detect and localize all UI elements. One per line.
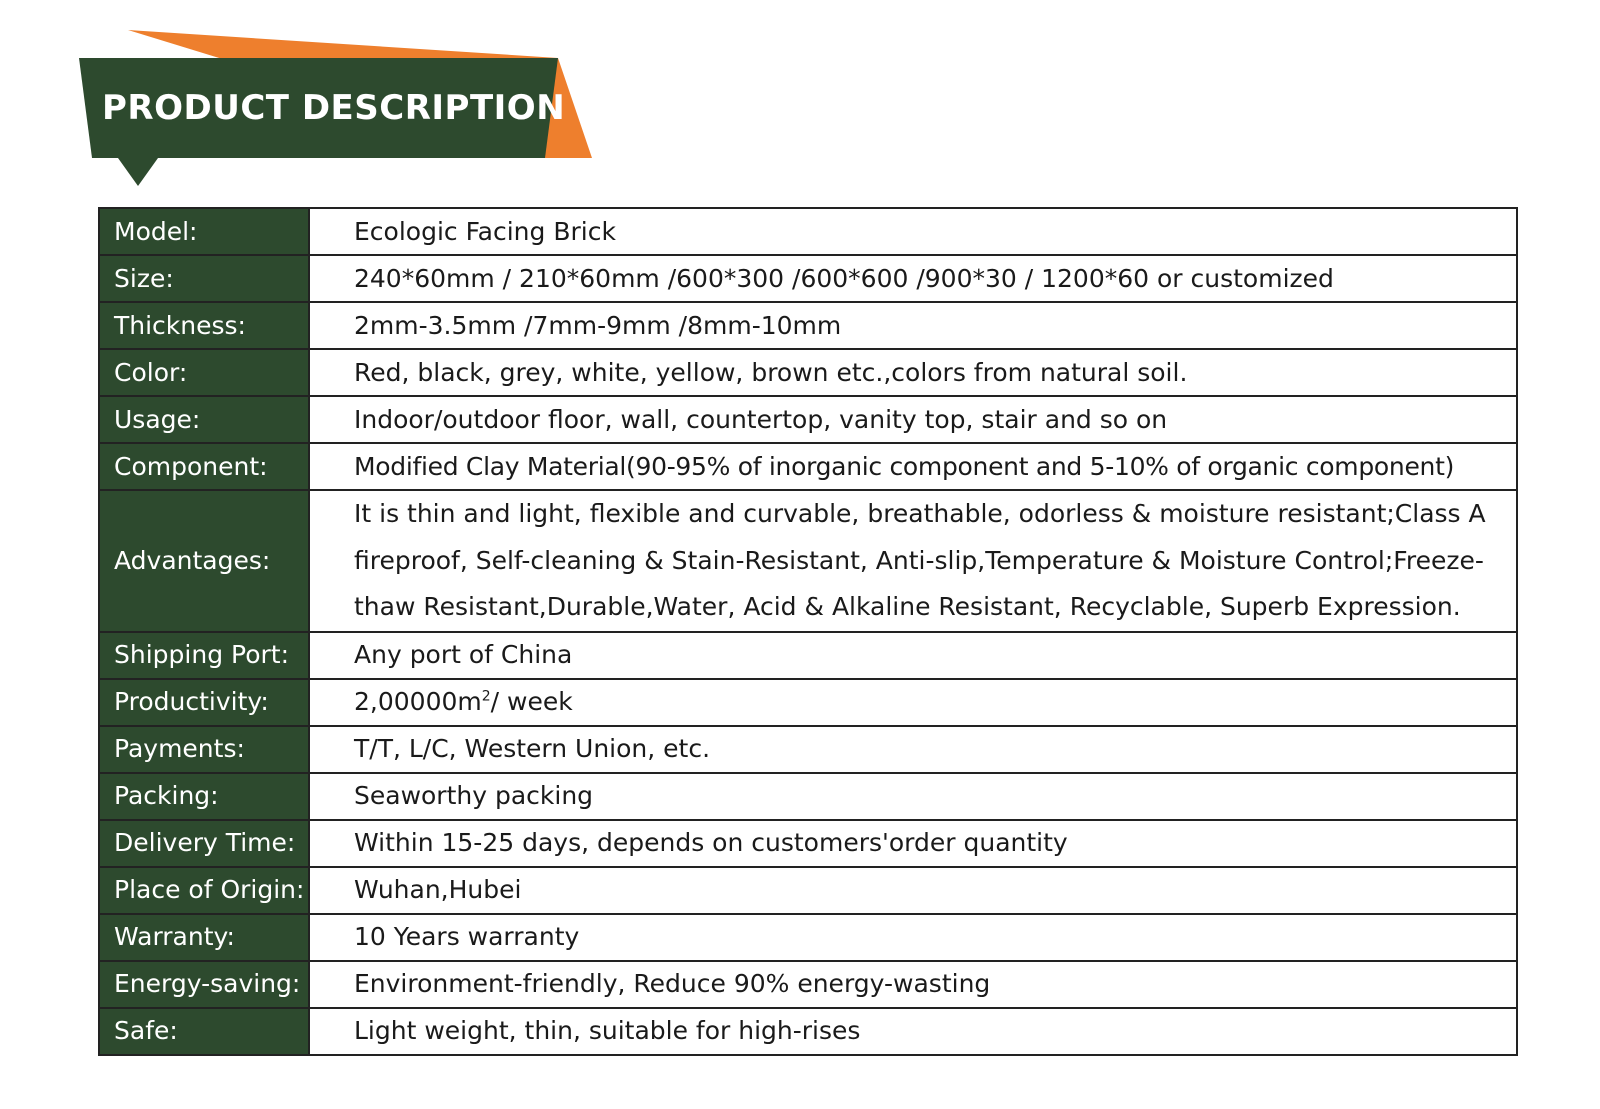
spec-label: Size: xyxy=(99,255,309,302)
table-row xyxy=(99,867,1517,914)
spec-value: Light weight, thin, suitable for high-rises xyxy=(309,1008,1517,1055)
table-row xyxy=(99,490,1517,632)
spec-label: Color: xyxy=(99,349,309,396)
spec-value: 240*60mm / 210*60mm /600*300 /600*600 /900*30 / 1200*60 or customized xyxy=(309,255,1517,302)
spec-value: Red, black, grey, white, yellow, brown etc.,colors from natural soil. xyxy=(309,349,1517,396)
spec-value: T/T, L/C, Western Union, etc. xyxy=(309,726,1517,773)
productivity-amount: 2,00000m xyxy=(354,687,482,716)
header-banner xyxy=(0,0,620,200)
spec-label: Productivity: xyxy=(99,679,309,726)
spec-label: Warranty: xyxy=(99,914,309,961)
table-row xyxy=(99,396,1517,443)
page-title: PRODUCT DESCRIPTION xyxy=(102,88,566,128)
spec-label: Place of Origin: xyxy=(99,867,309,914)
spec-label: Packing: xyxy=(99,773,309,820)
spec-label: Safe: xyxy=(99,1008,309,1055)
spec-value: Environment-friendly, Reduce 90% energy-wasting xyxy=(309,961,1517,1008)
table-row xyxy=(99,726,1517,773)
spec-value: Wuhan,Hubei xyxy=(309,867,1517,914)
table-row xyxy=(99,443,1517,490)
spec-value: Modified Clay Material(90-95% of inorganic component and 5-10% of organic component) xyxy=(309,443,1517,490)
productivity-period: / week xyxy=(490,687,573,716)
spec-value: Within 15-25 days, depends on customers'order quantity xyxy=(309,820,1517,867)
table-row xyxy=(99,679,1517,726)
table-row xyxy=(99,961,1517,1008)
spec-label: Usage: xyxy=(99,396,309,443)
table-row xyxy=(99,302,1517,349)
table-row xyxy=(99,349,1517,396)
spec-value: Indoor/outdoor floor, wall, countertop, vanity top, stair and so on xyxy=(309,396,1517,443)
spec-value: It is thin and light, flexible and curvable, breathable, odorless & moisture resistant;Class A fireproof, Self-cleaning & Stain-Resistant, Anti-slip,Temperature & Moisture Control;Freeze-thaw Resistant,Durable,Water, Acid & Alkaline Resistant, Recyclable, Superb Expression. xyxy=(309,490,1517,632)
spec-value: Any port of China xyxy=(309,632,1517,679)
spec-label: Shipping Port: xyxy=(99,632,309,679)
table-row xyxy=(99,208,1517,255)
table-row xyxy=(99,632,1517,679)
spec-value: Seaworthy packing xyxy=(309,773,1517,820)
spec-label: Advantages: xyxy=(99,490,309,632)
spec-label: Model: xyxy=(99,208,309,255)
spec-label: Thickness: xyxy=(99,302,309,349)
table-row xyxy=(99,773,1517,820)
spec-value: 10 Years warranty xyxy=(309,914,1517,961)
spec-label: Energy-saving: xyxy=(99,961,309,1008)
spec-value: Ecologic Facing Brick xyxy=(309,208,1517,255)
table-row xyxy=(99,255,1517,302)
spec-value: 2mm-3.5mm /7mm-9mm /8mm-10mm xyxy=(309,302,1517,349)
table-row xyxy=(99,914,1517,961)
productivity-unit-exponent: 2 xyxy=(481,688,491,705)
table-row xyxy=(99,820,1517,867)
spec-table xyxy=(98,207,1518,1056)
table-row xyxy=(99,1008,1517,1055)
spec-label: Delivery Time: xyxy=(99,820,309,867)
spec-label: Component: xyxy=(99,443,309,490)
spec-value xyxy=(309,679,1517,726)
spec-label: Payments: xyxy=(99,726,309,773)
